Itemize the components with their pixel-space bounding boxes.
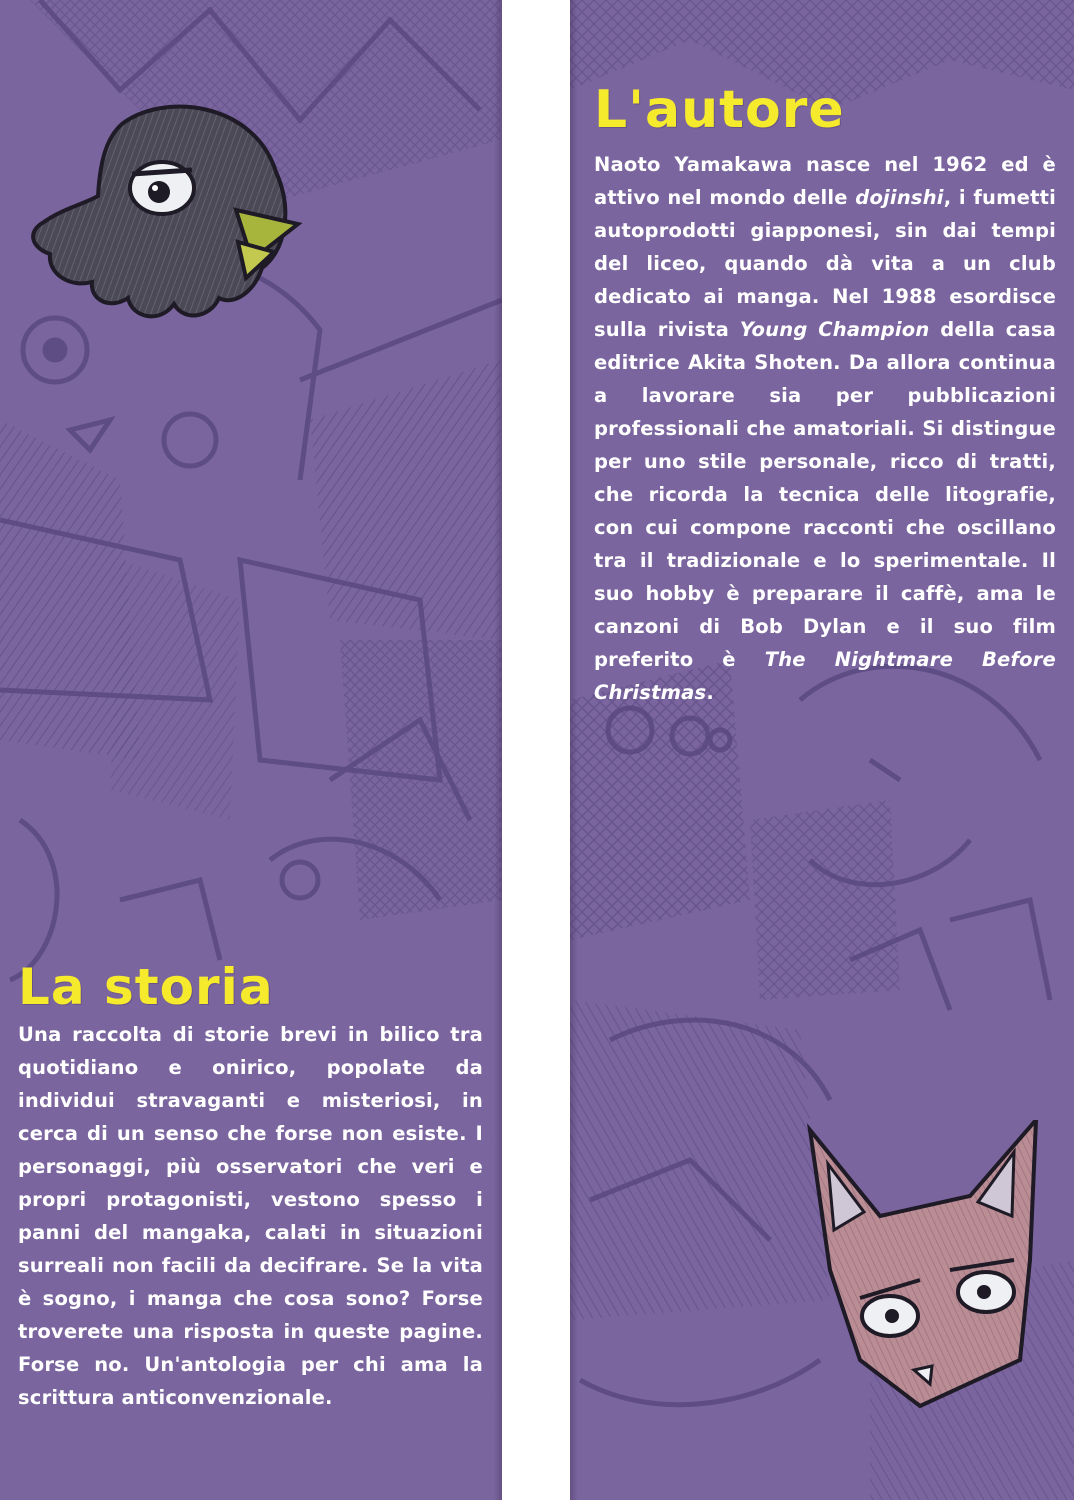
biography-text: , i fumetti autoprodotti giapponesi, sin dai tempi del liceo, quando dà vita a un club dedicato ai manga. Nel 1988 esordisce sulla rivista: [594, 186, 1057, 341]
author-biography: [594, 148, 1056, 709]
author-heading: L'autore: [594, 80, 845, 140]
story-description: Una raccolta di storie brevi in bilico tra quotidiano e onirico, popolate da individui stravaganti e misteriosi, in cerca di un senso che forse non esiste. I personaggi, più osservatori che veri e propri protagonisti, vestono spesso i panni del mangaka, calati in situazioni surreali non facili da decifrare. Se la vita è sogno, i manga che cosa sono? Forse troverete una risposta in queste pagine. Forse no. Un'antologia per chi ama la scrittura anticonvenzionale.: [18, 1023, 483, 1409]
biography-text: Naoto Yamakawa nasce nel 1962 ed è attivo nel mondo delle: [594, 153, 1056, 209]
italic-film-title: The Nightmare Before Christmas: [594, 648, 1056, 704]
biography-text: della casa editrice Akita Shoten. Da allora continua a lavorare sia per pubblicazioni professionali che amatoriali. Si distingue per uno stile personale, ricco di tratti, che ricorda la tecnica delle litografie, con cui compone racconti che oscillano tra il tradizionale e lo sperimentale. Il suo hobby è preparare il caffè, ama le canzoni di Bob Dylan e il suo film preferito è: [594, 318, 1056, 671]
page-gutter: [502, 0, 570, 1500]
italic-magazine-title: Young Champion: [739, 318, 930, 341]
author-bookmark-panel: [570, 0, 1074, 1500]
story-bookmark-panel: [0, 0, 502, 1500]
italic-term-dojinshi: dojinshi: [855, 186, 944, 209]
biography-text: .: [706, 681, 714, 704]
panel-edge-shadow-right: [570, 0, 578, 1500]
cat-head-illustration: [800, 1120, 1050, 1420]
bird-head-illustration: [14, 92, 314, 332]
panel-edge-shadow-left: [494, 0, 502, 1500]
story-heading: La storia: [18, 958, 274, 1016]
